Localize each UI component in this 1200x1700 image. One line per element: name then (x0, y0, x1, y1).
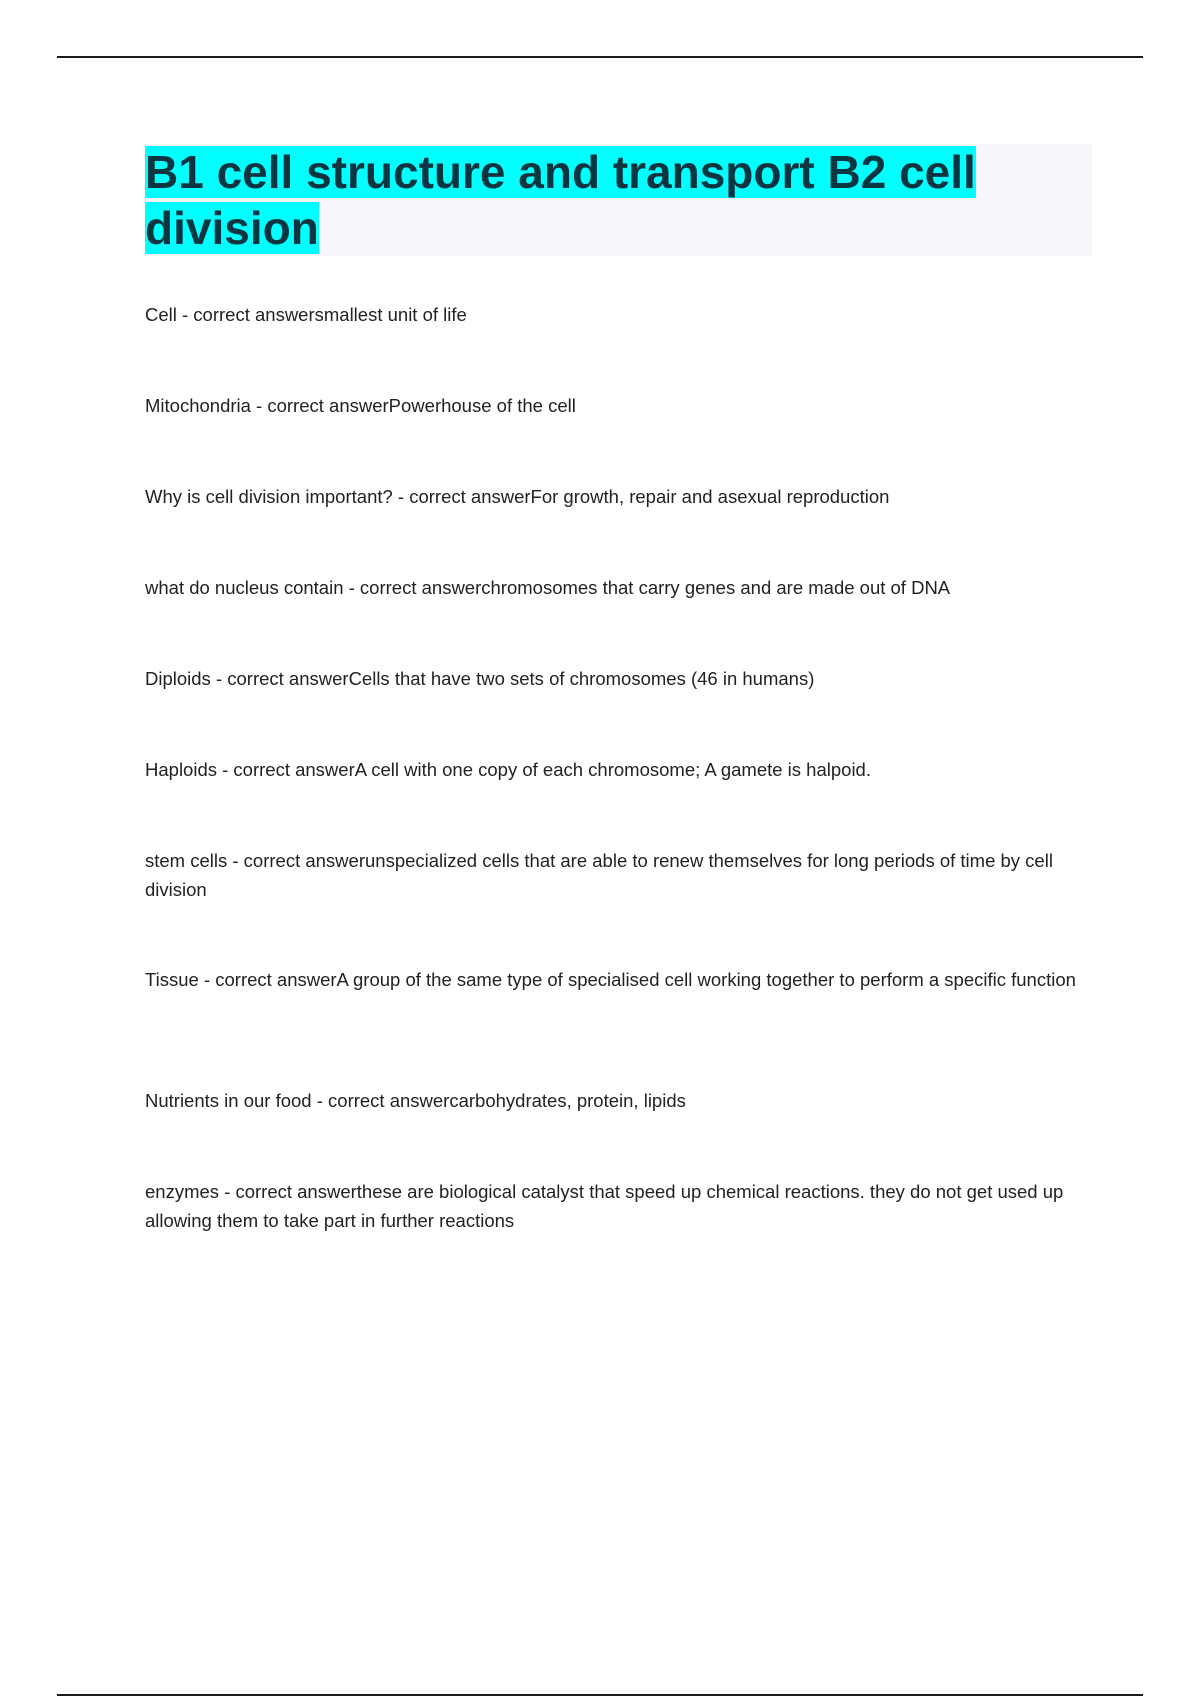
document-title-highlight: B1 cell structure and transport B2 cell division (145, 146, 976, 254)
flashcard-item: Nutrients in our food - correct answercarbohydrates, protein, lipids (145, 1090, 686, 1111)
flashcard-item: enzymes - correct answerthese are biological catalyst that speed up chemical reactions. they do not get used up allowing them to take part in further reactions (145, 1181, 1064, 1231)
title-block (145, 144, 1092, 256)
top-rule (57, 56, 1143, 58)
flashcard-item: Diploids - correct answerCells that have two sets of chromosomes (46 in humans) (145, 668, 815, 689)
flashcard-item: what do nucleus contain - correct answerchromosomes that carry genes and are made out of DNA (145, 577, 951, 598)
flashcard-item: Why is cell division important? - correct answerFor growth, repair and asexual reproduction (145, 486, 890, 507)
flashcard-item: Mitochondria - correct answerPowerhouse of the cell (145, 395, 576, 416)
flashcard-item: Haploids - correct answerA cell with one copy of each chromosome; A gamete is halpoid. (145, 759, 871, 780)
flashcard-item: Tissue - correct answerA group of the same type of specialised cell working together to perform a specific function (145, 969, 1076, 990)
flashcard-item: stem cells - correct answerunspecialized cells that are able to renew themselves for long periods of time by cell division (145, 850, 1053, 900)
document-title (145, 144, 1035, 256)
flashcard-item: Cell - correct answersmallest unit of life (145, 304, 467, 325)
bottom-rule (57, 1694, 1143, 1696)
